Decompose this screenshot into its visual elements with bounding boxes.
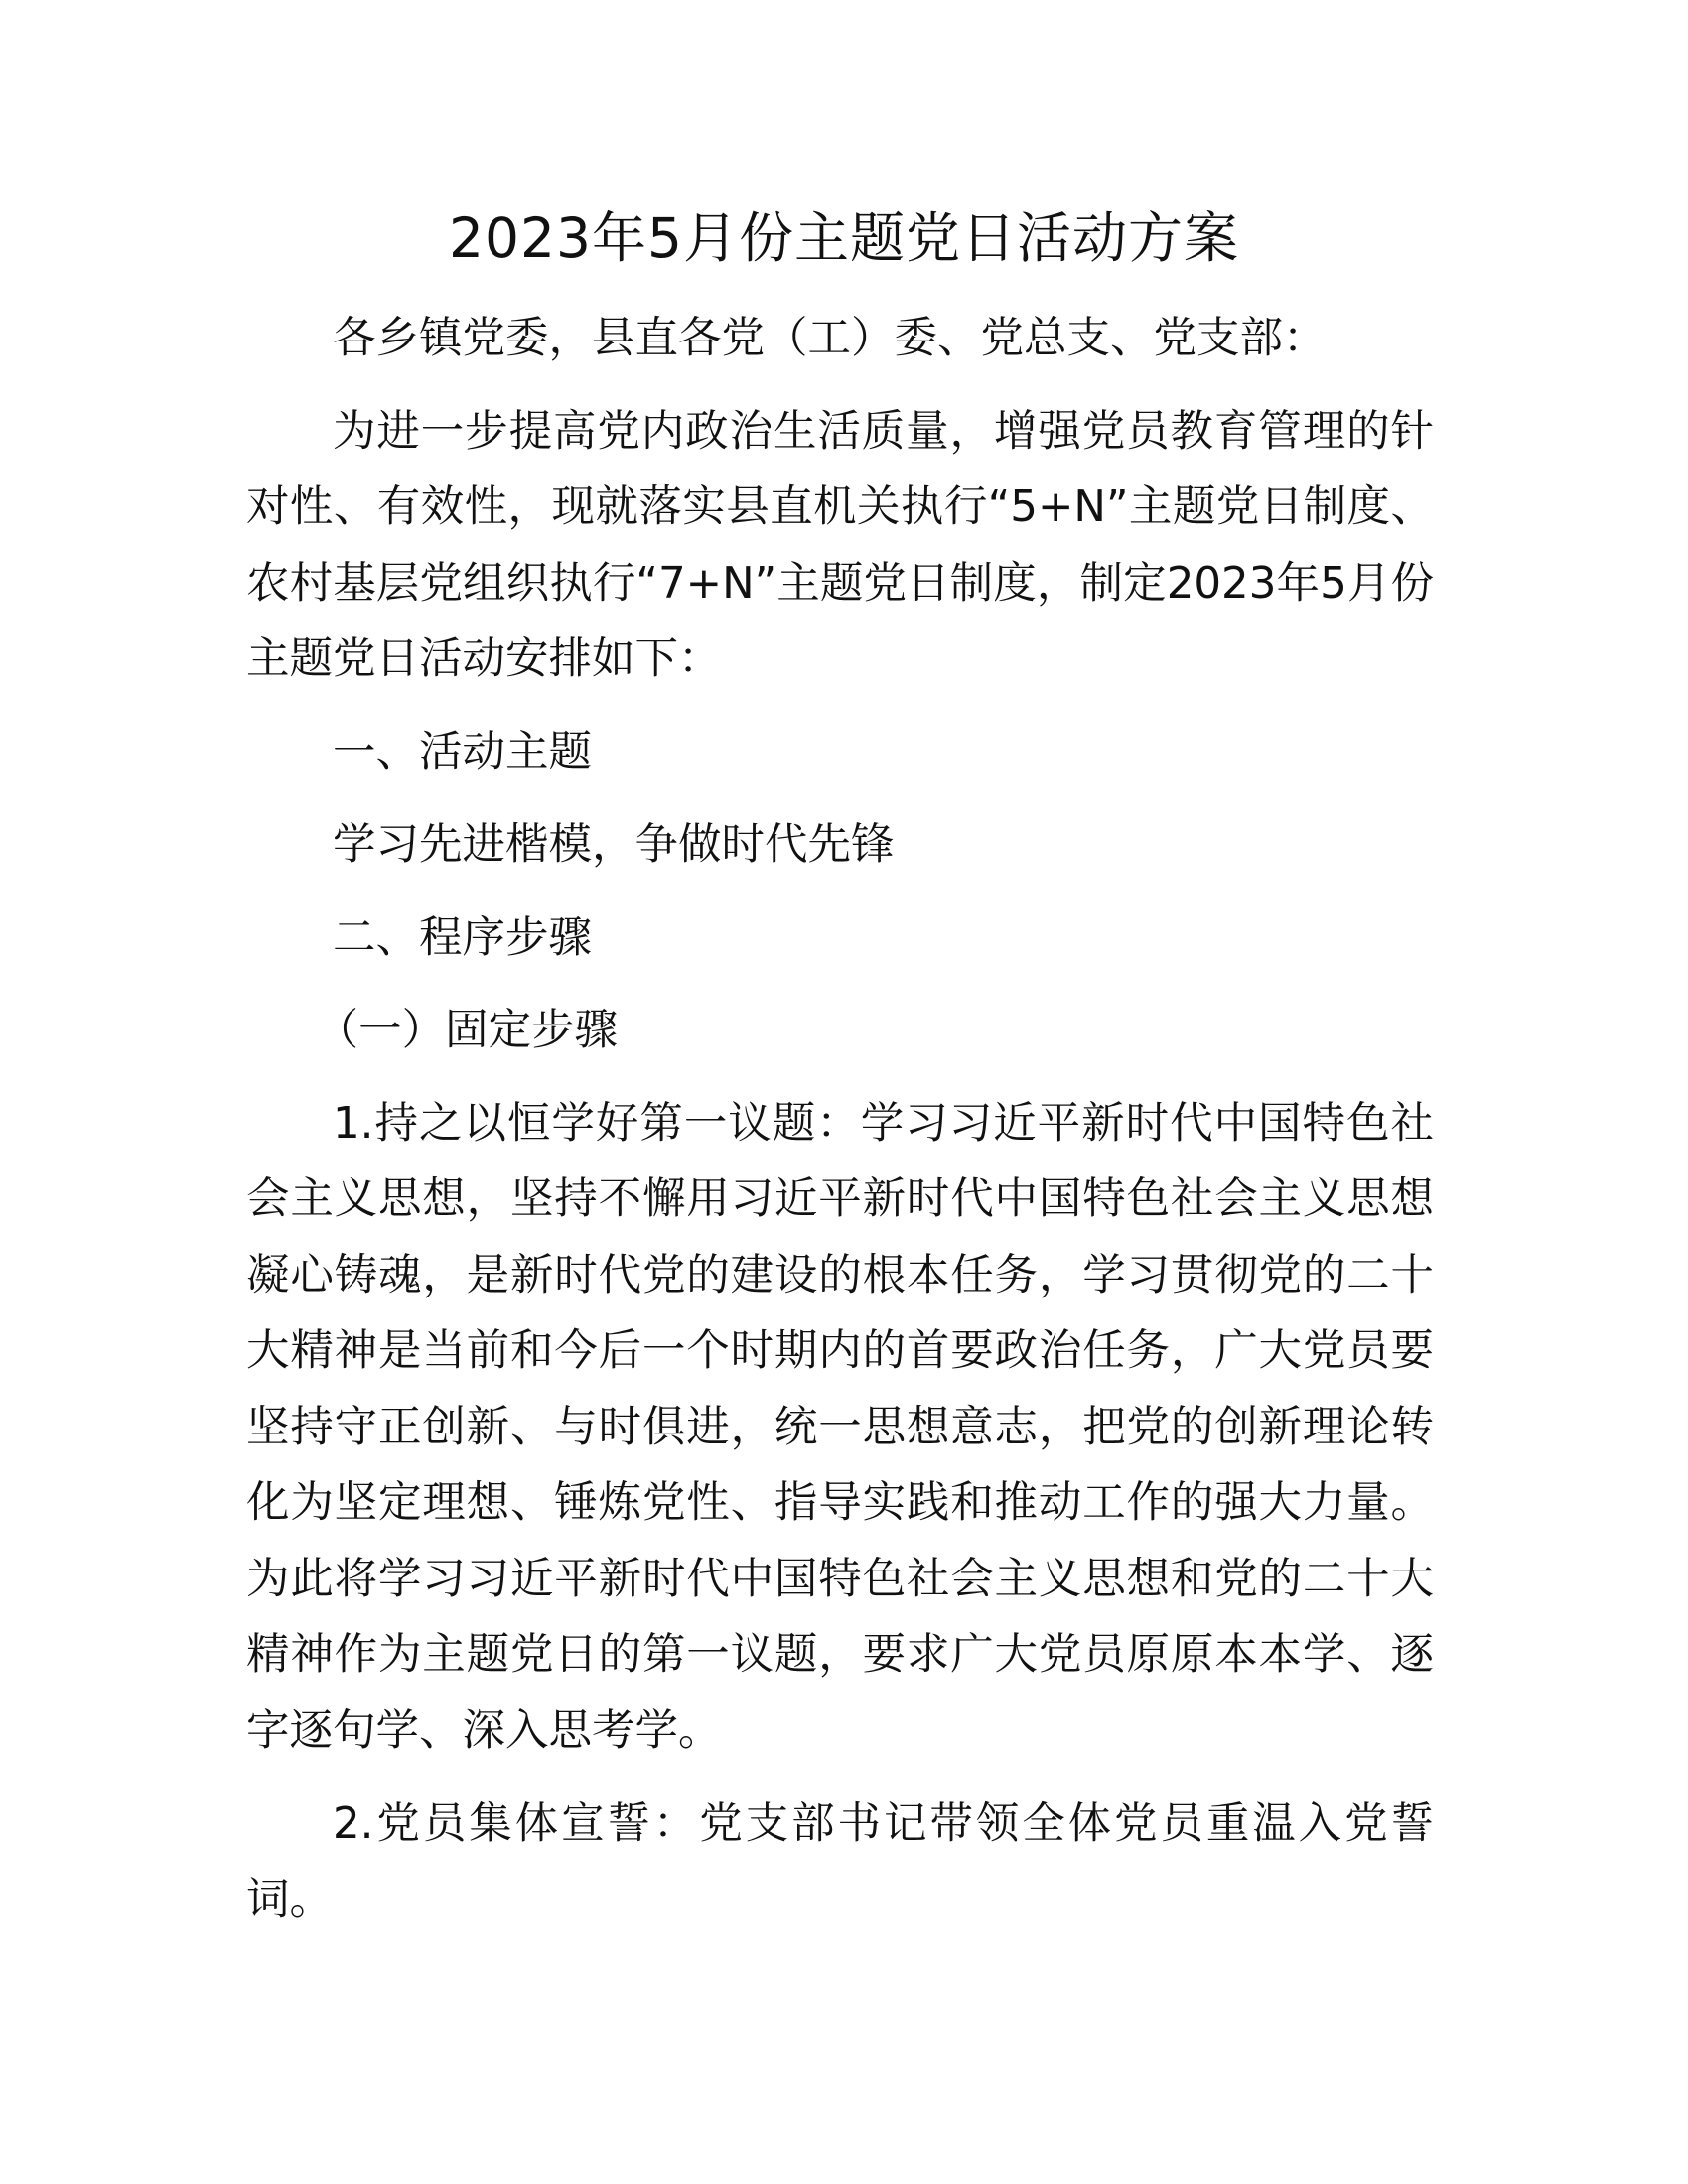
subsection-heading-fixed-steps: （一）固定步骤 bbox=[315, 1006, 619, 1055]
salutation-paragraph: 各乡镇党委，县直各党（工）委、党总支、党支部： bbox=[333, 314, 1327, 363]
document-body bbox=[246, 301, 1434, 1955]
intro-paragraph: 为进一步提高党内政治生活质量，增强党员教育管理的针对性、有效性，现就落实县直机关执行“5+N”主题党日制度、农村基层党组织执行“7+N”主题党日制度，制定2023年5月份主题党日活动安排如下： bbox=[246, 406, 1434, 684]
section-heading-steps: 二、程序步骤 bbox=[333, 912, 592, 963]
step-2-paragraph: 2.党员集体宣誓：党支部书记带领全体党员重温入党誓词。 bbox=[246, 1799, 1434, 1925]
theme-text: 学习先进楷模，争做时代先锋 bbox=[333, 820, 895, 870]
section-heading-theme: 一、活动主题 bbox=[333, 727, 592, 777]
step-1-paragraph: 1.持之以恒学好第一议题：学习习近平新时代中国特色社会主义思想，坚持不懈用习近平新时代中国特色社会主义思想凝心铸魂，是新时代党的建设的根本任务，学习贯彻党的二十大精神是当前和今后一个时期内的首要政治任务，广大党员要坚持守正创新、与时俱进，统一思想意志，把党的创新理论转化为坚定理想、锤炼党性、指导实践和推动工作的强大力量。为此将学习习近平新时代中国特色社会主义思想和党的二十大精神作为主题党日的第一议题，要求广大党员原原本本学、逐字逐句学、深入思考学。 bbox=[246, 1098, 1434, 1756]
document-title: 2023年5月份主题党日活动方案 bbox=[449, 206, 1239, 270]
